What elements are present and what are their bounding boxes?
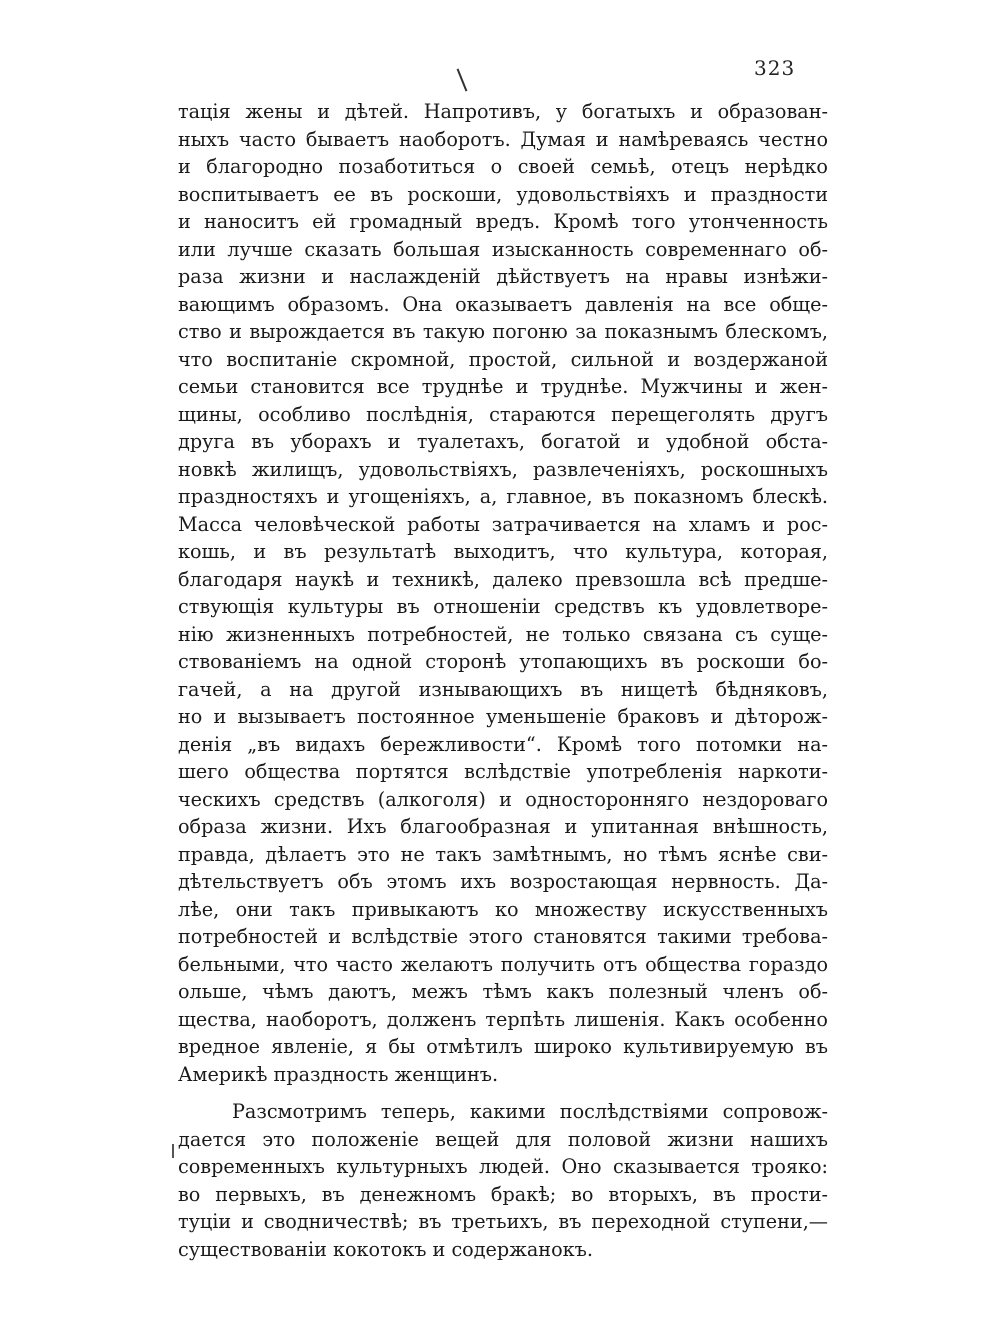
text-line: ствующія культуры въ отношеніи средствъ къ удовлетворе- bbox=[178, 595, 828, 618]
text-line: вающимъ образомъ. Она оказываетъ давленія на все обще- bbox=[178, 292, 828, 316]
text-line: денія „въ видахъ бережливости“. Кромѣ того потомки на- bbox=[178, 732, 828, 756]
text-line: праздностяхъ и угощеніяхъ, а, главное, въ показномъ блескѣ. bbox=[178, 485, 828, 508]
text-line: новкѣ жилищъ, удовольствіяхъ, развлеченіяхъ, роскошныхъ bbox=[178, 457, 828, 481]
text-line: благодаря наукѣ и техникѣ, далеко превзошла всѣ предше- bbox=[178, 567, 828, 591]
text-line: шего общества портятся вслѣдствіе употребленія наркоти- bbox=[178, 760, 828, 783]
text-line: ствованіемъ на одной сторонѣ утопающихъ въ роскоши бо- bbox=[178, 650, 828, 673]
paragraph-1 bbox=[178, 98, 828, 1088]
text-line: друга въ уборахъ и туалетахъ, богатой и удобной обста- bbox=[178, 430, 828, 453]
text-line: ольше, чѣмъ даютъ, межъ тѣмъ какъ полезный членъ об- bbox=[178, 980, 828, 1003]
text-line: семьи становится все труднѣе и труднѣе. Мужчины и жен- bbox=[178, 375, 828, 398]
text-line: раза жизни и наслажденій дѣйствуетъ на нравы изнѣжи- bbox=[178, 265, 828, 288]
text-line: ныхъ часто бываетъ наоборотъ. Думая и намѣреваясь честно bbox=[178, 127, 828, 151]
text-line: Америкѣ праздность женщинъ. bbox=[178, 1062, 499, 1086]
text-line: дѣтельствуетъ объ этомъ ихъ возростающая нервность. Да- bbox=[178, 870, 828, 893]
text-line: ческихъ средствъ (алкоголя) и односторонняго нездороваго bbox=[178, 787, 828, 811]
text-line: потребностей и вслѣдствіе этого становятся такими требова- bbox=[178, 925, 828, 948]
text-line: лѣе, они такъ привыкаютъ ко множеству искусственныхъ bbox=[178, 897, 828, 921]
paragraph-2 bbox=[178, 1098, 828, 1263]
text-line: вредное явленіе, я бы отмѣтилъ широко культивируемую въ bbox=[178, 1035, 828, 1058]
text-line: существованіи кокотокъ и содержанокъ. bbox=[178, 1237, 593, 1261]
text-line: во первыхъ, въ денежномъ бракѣ; во вторыхъ, въ прости- bbox=[178, 1182, 828, 1206]
text-line: щества, наоборотъ, долженъ терпѣть лишенія. Какъ особенно bbox=[178, 1007, 828, 1031]
text-line: образа жизни. Ихъ благообразная и упитанная внѣшность, bbox=[178, 815, 828, 838]
text-line: дается это положеніе вещей для половой жизни нашихъ bbox=[178, 1127, 828, 1151]
text-line: и наноситъ ей громадный вредъ. Кромѣ того утонченность bbox=[178, 210, 828, 233]
text-line: что воспитаніе скромной, простой, сильной и воздержаной bbox=[178, 347, 828, 371]
text-line: кошь, и въ результатѣ выходитъ, что культура, которая, bbox=[178, 540, 828, 563]
text-line: но и вызываетъ постоянное уменьшеніе браковъ и дѣторож- bbox=[178, 705, 828, 728]
text-line: щины, особливо послѣднія, стараются перещеголять другъ bbox=[178, 402, 828, 426]
text-line: или лучше сказать большая изысканность современнаго об- bbox=[178, 237, 828, 261]
text-line: Разсмотримъ теперь, какими послѣдствіями сопровож- bbox=[232, 1100, 828, 1123]
stray-ink-mark bbox=[457, 68, 468, 91]
text-line: и благородно позаботиться о своей семьѣ, отецъ нерѣдко bbox=[178, 155, 828, 178]
text-line: современныхъ культурныхъ людей. Оно сказывается трояко: bbox=[178, 1155, 828, 1178]
text-line: ство и вырождается въ такую погоню за показнымъ блескомъ, bbox=[178, 320, 828, 343]
text-line: гачей, а на другой изнывающихъ въ нищетѣ бѣдняковъ, bbox=[178, 677, 828, 701]
text-line: Масса человѣческой работы затрачивается на хламъ и рос- bbox=[178, 512, 828, 536]
text-line: тація жены и дѣтей. Напротивъ, у богатыхъ и образован- bbox=[178, 100, 828, 123]
text-line: воспитываетъ ее въ роскоши, удовольствіяхъ и праздности bbox=[178, 182, 828, 206]
body-text bbox=[178, 98, 828, 1263]
page-number: 323 bbox=[754, 56, 796, 80]
text-line: туціи и сводничествѣ; въ третьихъ, въ переходной ступени,— bbox=[178, 1210, 828, 1233]
text-line: правда, дѣлаетъ это не такъ замѣтнымъ, но тѣмъ яснѣе сви- bbox=[178, 842, 828, 866]
text-line: бельными, что часто желаютъ получить отъ общества гораздо bbox=[178, 952, 828, 976]
text-line: нію жизненныхъ потребностей, не только связана съ суще- bbox=[178, 622, 828, 646]
margin-ink-mark bbox=[172, 1144, 174, 1158]
